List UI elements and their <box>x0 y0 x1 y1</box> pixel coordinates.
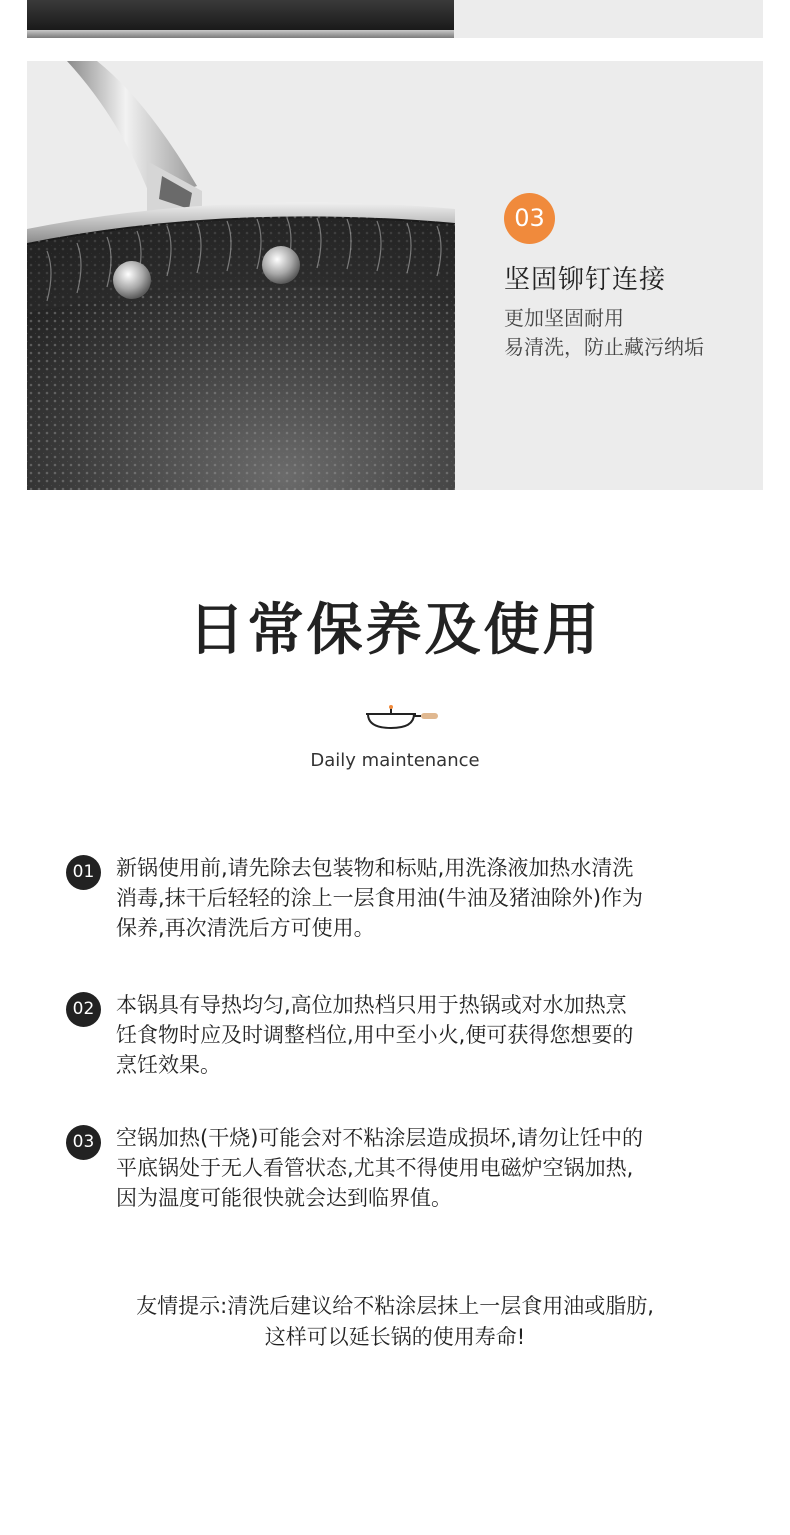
feature-card <box>27 61 763 490</box>
tip-line: 新锅使用前,请先除去包装物和标贴,用洗涤液加热水清洗 <box>116 856 634 880</box>
tip-number-badge: 02 <box>66 992 101 1027</box>
step-number-badge: 03 <box>504 193 555 244</box>
feature-desc-line: 易清洗，防止藏污纳垢 <box>504 335 704 359</box>
section-subtitle: Daily maintenance <box>310 750 480 771</box>
tip-text <box>116 990 716 1080</box>
pan-icon <box>363 700 443 734</box>
friendly-tip <box>0 1291 790 1353</box>
tip-line: 饪食物时应及时调整档位,用中至小火,便可获得您想要的 <box>116 1023 634 1047</box>
tip-text <box>116 1123 716 1213</box>
previous-feature-card <box>27 0 763 38</box>
friendly-tip-line: 友情提示:清洗后建议给不粘涂层抹上一层食用油或脂肪, <box>136 1294 654 1318</box>
tip-line: 烹饪效果。 <box>116 1053 221 1077</box>
pan-photo-top <box>27 0 454 38</box>
tip-line: 空锅加热(干烧)可能会对不粘涂层造成损坏,请勿让饪中的 <box>116 1126 644 1150</box>
tip-number-badge: 01 <box>66 855 101 890</box>
feature-desc-line: 更加坚固耐用 <box>504 306 624 330</box>
tip-line: 因为温度可能很快就会达到临界值。 <box>116 1186 452 1210</box>
pan-rim <box>27 30 454 38</box>
tip-line: 平底锅处于无人看管状态,尤其不得使用电磁炉空锅加热, <box>116 1156 634 1180</box>
tip-number-badge: 03 <box>66 1125 101 1160</box>
tip-line: 本锅具有导热均匀,高位加热档只用于热锅或对水加热烹 <box>116 993 627 1017</box>
rivet-pan-photo <box>27 61 455 490</box>
section-title: 日常保养及使用 <box>188 598 602 663</box>
tip-line: 保养,再次清洗后方可使用。 <box>116 916 375 940</box>
tip-line: 消毒,抹干后轻轻的涂上一层食用油(牛油及猪油除外)作为 <box>116 886 644 910</box>
friendly-tip-line: 这样可以延长锅的使用寿命! <box>264 1325 526 1349</box>
feature-title: 坚固铆钉连接 <box>504 265 667 295</box>
feature-description <box>504 304 704 362</box>
rivet-pan-image <box>27 61 455 490</box>
tip-text <box>116 853 716 943</box>
